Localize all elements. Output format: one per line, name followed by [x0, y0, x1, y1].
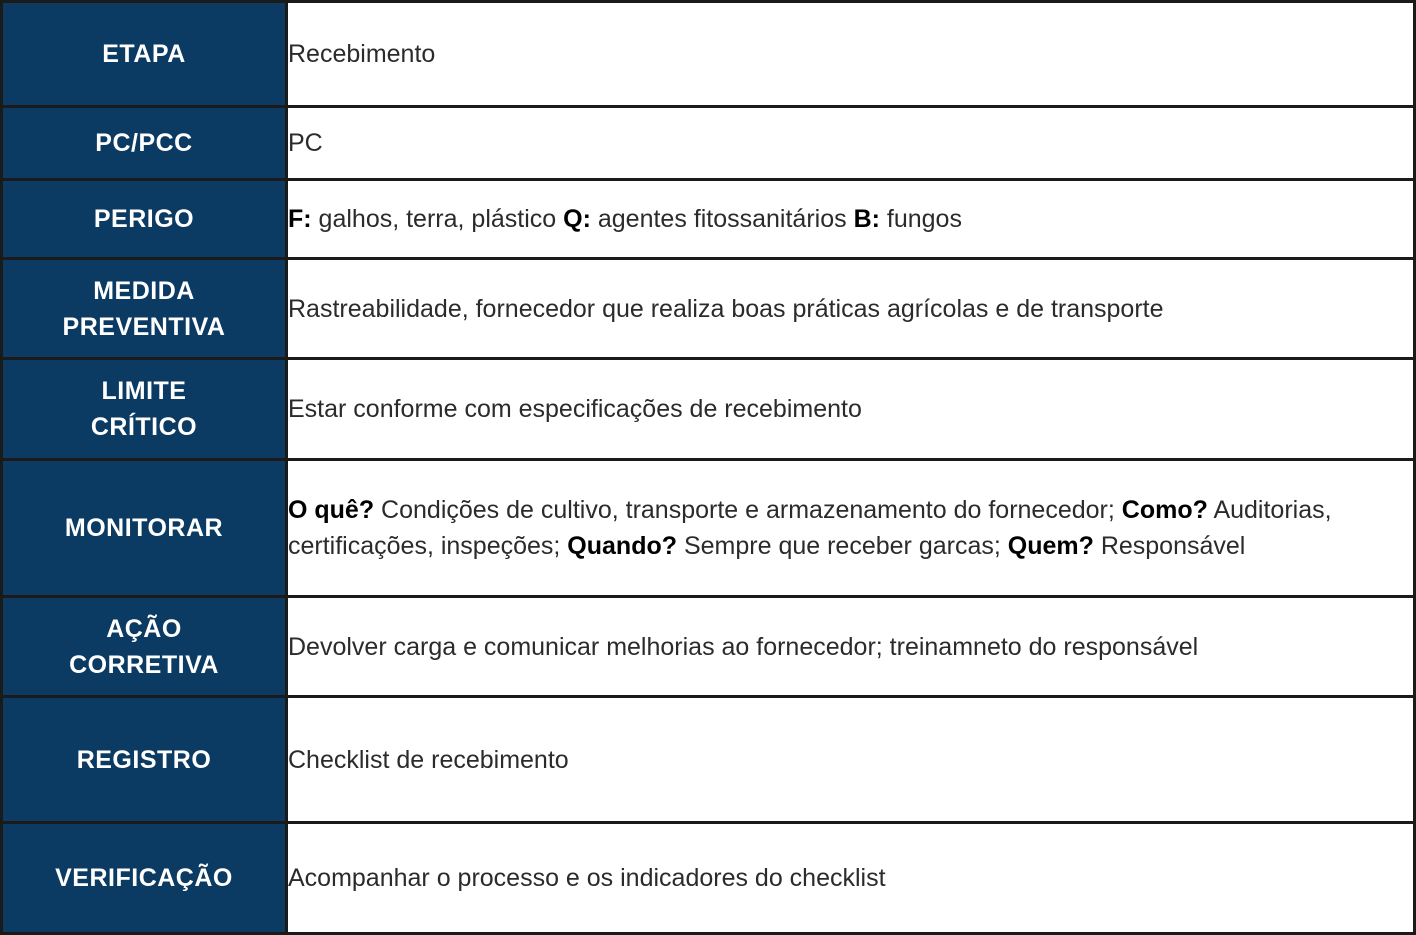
monitor-when-key: Quando? — [567, 532, 678, 560]
row-label: VERIFICAÇÃO — [2, 823, 287, 934]
hazard-chemical-text: agentes fitossanitários — [590, 205, 854, 233]
row-perigo — [2, 180, 1415, 259]
row-etapa — [2, 2, 1415, 107]
row-label: LIMITE CRÍTICO — [2, 359, 287, 460]
row-value — [287, 460, 1415, 597]
row-value: Devolver carga e comunicar melhorias ao fornecedor; treinamneto do responsável — [287, 597, 1415, 697]
row-value: Checklist de recebimento — [287, 697, 1415, 823]
hazard-chemical-key: Q: — [563, 205, 591, 233]
row-value: Acompanhar o processo e os indicadores do checklist — [287, 823, 1415, 934]
row-label: ETAPA — [2, 2, 287, 107]
row-label: AÇÃO CORRETIVA — [2, 597, 287, 697]
row-label: REGISTRO — [2, 697, 287, 823]
monitor-how-key: Como? — [1121, 496, 1208, 524]
row-label: MONITORAR — [2, 460, 287, 597]
row-medida-preventiva — [2, 259, 1415, 359]
row-verificacao — [2, 823, 1415, 934]
row-label: PERIGO — [2, 180, 287, 259]
monitor-who-text: Responsável — [1093, 532, 1246, 560]
row-value: Recebimento — [287, 2, 1415, 107]
hazard-biological-key: B: — [853, 205, 880, 233]
row-limite-critico — [2, 359, 1415, 460]
hazard-physical-key: F: — [288, 205, 312, 233]
row-value: Estar conforme com especificações de recebimento — [287, 359, 1415, 460]
row-value: PC — [287, 107, 1415, 180]
row-acao-corretiva — [2, 597, 1415, 697]
row-pc-pcc — [2, 107, 1415, 180]
row-registro — [2, 697, 1415, 823]
monitor-when-text: Sempre que receber garcas; — [677, 532, 1008, 560]
row-label: PC/PCC — [2, 107, 287, 180]
row-value — [287, 180, 1415, 259]
row-monitorar — [2, 460, 1415, 597]
row-value: Rastreabilidade, fornecedor que realiza boas práticas agrícolas e de transporte — [287, 259, 1415, 359]
hazard-physical-text: galhos, terra, plástico — [311, 205, 564, 233]
monitor-how-text: Auditorias, certificações, inspeções; — [288, 496, 1332, 560]
monitor-what-text: Condições de cultivo, transporte e armazenamento do fornecedor; — [374, 496, 1122, 524]
row-label: MEDIDA PREVENTIVA — [2, 259, 287, 359]
monitor-who-key: Quem? — [1007, 532, 1094, 560]
monitor-what-key: O quê? — [288, 496, 375, 524]
hazard-biological-text: fungos — [879, 205, 962, 233]
